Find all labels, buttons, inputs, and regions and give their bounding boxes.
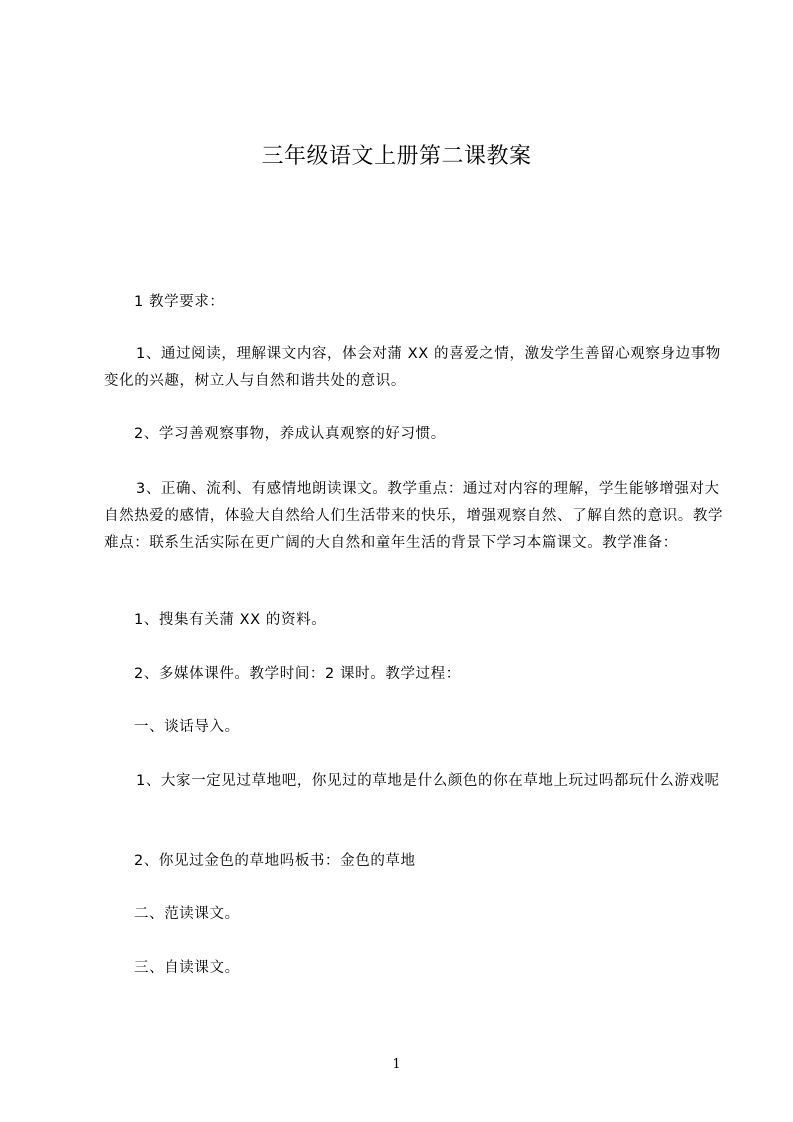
section-heading-model-reading: 二、范读课文。 [134, 906, 240, 922]
section-heading-intro: 一、谈话导入。 [134, 719, 240, 735]
paragraph-intro-2: 2、你见过金色的草地吗板书：金色的草地 [134, 853, 416, 869]
paragraph-requirement-2: 2、学习善观察事物，养成认真观察的好习惯。 [134, 426, 446, 442]
section-heading-self-reading: 三、自读课文。 [134, 960, 240, 976]
paragraph-prep-1: 1、搜集有关蒲 XX 的资料。 [134, 612, 327, 628]
paragraph-intro-1: 1、大家一定见过草地吧，你见过的草地是什么颜色的你在草地上玩过吗都玩什么游戏呢 [136, 773, 720, 789]
paragraph-requirement-1: 1、通过阅读，理解课文内容，体会对蒲 XX 的喜爱之情，激发学生善留心观察身边事物变化的兴趣，树立人与自然和谐共处的意识。 [104, 346, 721, 389]
page-number: 1 [392, 1057, 401, 1072]
paragraph-teaching-requirements: 1 教学要求： [134, 294, 225, 310]
paragraph-requirement-3: 3、正确、流利、有感情地朗读课文。教学重点：通过对内容的理解，学生能够增强对大自然热爱的感情，体验大自然给人们生活带来的快乐，增强观察自然、了解自然的意识。教学难点：联系生活实际在更广阔的大自然和童年生活的背景下学习本篇课文。教学准备： [104, 481, 724, 551]
document-title: 三年级语文上册第二课教案 [261, 144, 532, 169]
paragraph-prep-2: 2、多媒体课件。教学时间：2 课时。教学过程： [134, 666, 461, 682]
